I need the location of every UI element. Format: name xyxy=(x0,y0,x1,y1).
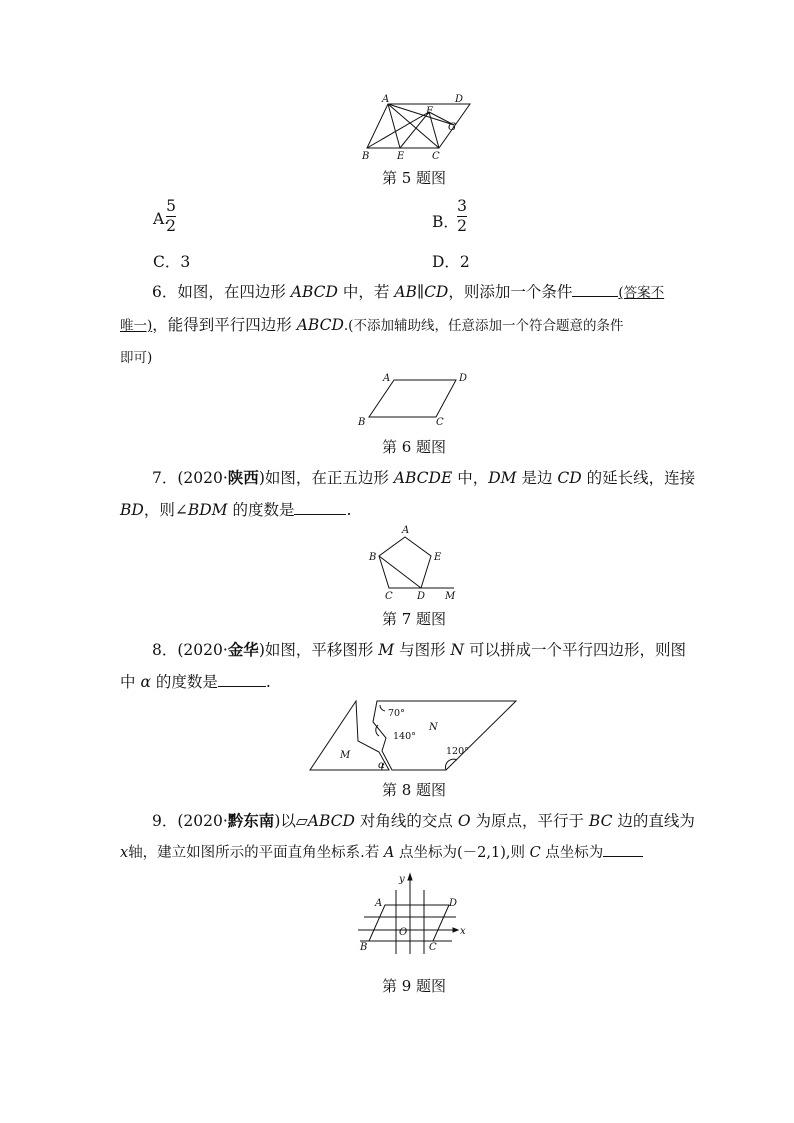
angle-label-140: 140° xyxy=(393,731,416,742)
q6-text: ，则添加一个条件 xyxy=(448,283,573,301)
label-B: B xyxy=(369,552,377,563)
q9-text: 对角线的交点 xyxy=(354,812,458,830)
q9-math: ABCD xyxy=(307,812,355,830)
q9-text: )以▱ xyxy=(274,812,308,830)
q8-text: 的度数是 xyxy=(150,673,218,691)
option-a-label: A. xyxy=(153,210,170,228)
x-axis-arrow xyxy=(453,928,458,932)
q9-math: C xyxy=(529,845,541,861)
label-O: O xyxy=(399,927,408,938)
label-A: A xyxy=(402,525,410,536)
q8-text: . xyxy=(265,673,271,691)
label-x: x xyxy=(460,926,466,937)
label-C: C xyxy=(385,591,393,602)
q7-math: ABCDE xyxy=(393,469,453,487)
label-C: C xyxy=(436,417,444,428)
label-D: D xyxy=(459,373,468,384)
q9-text: 边的直线为 xyxy=(612,812,695,830)
q9-text: 9．(2020· xyxy=(152,812,228,830)
q6-math: ABCD xyxy=(290,283,338,301)
question-7 xyxy=(120,462,696,526)
q9-text: 点坐标为(－2,1),则 xyxy=(394,845,530,861)
label-C: C xyxy=(429,942,437,953)
fraction-denominator: 2 xyxy=(166,217,176,235)
q6-math: AB∥CD xyxy=(394,283,449,301)
q6-math: ABCD xyxy=(296,316,344,334)
label-B: B xyxy=(358,417,366,428)
q6-note: .(不添加辅助线，任意添加一个符合题意的条件 xyxy=(343,318,624,334)
q6-note: (答案不 xyxy=(618,285,665,301)
figure-9-caption: 第 9 题图 xyxy=(381,977,447,995)
answer-blank[interactable] xyxy=(572,282,618,297)
q7-text: 中， xyxy=(452,469,489,487)
q7-math: BD xyxy=(120,501,144,519)
fraction-numerator: 3 xyxy=(457,197,467,215)
q8-text: 中 xyxy=(120,673,141,691)
label-M: M xyxy=(340,750,351,761)
question-9 xyxy=(120,805,695,869)
segment-bd xyxy=(379,556,421,588)
q8-math: M xyxy=(378,641,395,659)
q7-math: BDM xyxy=(187,501,228,519)
figure-6-caption: 第 6 题图 xyxy=(381,438,447,456)
q6-text: ，能得到平行四边形 xyxy=(152,316,297,334)
figure-6 xyxy=(352,368,476,430)
label-B: B xyxy=(362,151,370,162)
answer-blank[interactable] xyxy=(218,672,266,687)
option-a-fraction xyxy=(166,198,176,235)
q7-text: ，则∠ xyxy=(143,501,188,519)
option-b-fraction xyxy=(457,198,467,235)
parallelogram-abcd xyxy=(369,905,449,941)
label-A: A xyxy=(382,94,390,105)
label-C: C xyxy=(432,151,440,162)
angle-label-70: 70° xyxy=(388,708,405,719)
q8-math: α xyxy=(140,673,151,691)
q7-text: 的延长线，连接 xyxy=(581,469,696,487)
q7-text: 7．(2020· xyxy=(152,469,228,487)
q9-math: BC xyxy=(588,812,613,830)
label-F: F xyxy=(426,106,433,117)
label-D: D xyxy=(417,591,426,602)
label-y: y xyxy=(399,874,405,885)
figure-5-caption: 第 5 题图 xyxy=(381,169,447,187)
figure-7-caption: 第 7 题图 xyxy=(381,610,447,628)
figure-8-caption: 第 8 题图 xyxy=(381,781,447,799)
option-b-label: B． xyxy=(432,213,459,231)
fraction-denominator: 2 xyxy=(457,217,467,235)
q6-note: 即可) xyxy=(120,350,153,366)
q9-text: 为原点，平行于 xyxy=(470,812,589,830)
angle-arc-70 xyxy=(380,705,385,711)
q9-source: 黔东南 xyxy=(227,812,275,830)
answer-blank[interactable] xyxy=(294,500,346,515)
figure-5 xyxy=(355,92,475,164)
label-E: E xyxy=(397,151,405,162)
q9-text: 轴，建立如图所示的平面直角坐标系.若 xyxy=(128,845,384,861)
q8-text: 与图形 xyxy=(394,641,451,659)
q8-source: 金华 xyxy=(227,641,259,659)
label-E: E xyxy=(434,552,442,563)
q7-math: CD xyxy=(557,469,582,487)
label-D: D xyxy=(455,94,464,105)
parallelogram-abcd xyxy=(369,380,456,417)
label-D: D xyxy=(449,898,458,909)
label-N: N xyxy=(429,722,438,733)
q7-text: . xyxy=(346,501,352,519)
answer-blank[interactable] xyxy=(603,842,643,857)
q8-text: 8．(2020· xyxy=(152,641,228,659)
label-A: A xyxy=(375,898,383,909)
question-6 xyxy=(120,276,676,374)
label-alpha: α xyxy=(378,760,385,771)
figure-9 xyxy=(352,870,476,960)
label-A: A xyxy=(383,373,391,384)
q8-math: N xyxy=(450,641,465,659)
option-d: D．2 xyxy=(432,253,470,271)
q9-math: O xyxy=(457,812,471,830)
angle-label-120: 120° xyxy=(446,746,469,757)
q9-math: A xyxy=(383,845,395,861)
q7-text: 是边 xyxy=(516,469,558,487)
q6-text: 中，若 xyxy=(337,283,395,301)
q7-text: )如图，在正五边形 xyxy=(258,469,394,487)
figure-8 xyxy=(300,694,522,778)
fraction-numerator: 5 xyxy=(166,197,176,215)
question-8 xyxy=(120,634,687,698)
q9-text: 点坐标为 xyxy=(540,845,604,861)
q6-note: 唯一) xyxy=(120,318,153,334)
q8-text: )如图，平移图形 xyxy=(258,641,379,659)
q8-text: 可以拼成一个平行四边形，则图 xyxy=(464,641,687,659)
label-G: G xyxy=(448,122,456,133)
option-c: C．3 xyxy=(153,253,191,271)
q9-math: x xyxy=(120,845,129,861)
q7-source: 陕西 xyxy=(227,469,259,487)
q7-text: 的度数是 xyxy=(227,501,295,519)
y-axis-arrow xyxy=(408,874,412,880)
label-M: M xyxy=(445,591,456,602)
figure-7 xyxy=(360,522,470,602)
q7-math: DM xyxy=(488,469,517,487)
q6-text: 6．如图，在四边形 xyxy=(152,283,291,301)
label-B: B xyxy=(360,942,368,953)
